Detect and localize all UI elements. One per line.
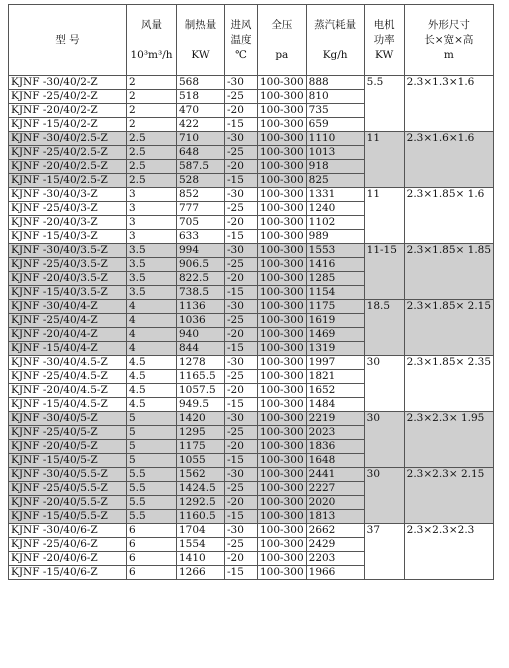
- table-row: [9, 76, 494, 90]
- steam-cell: 1652: [306, 384, 364, 398]
- temp-cell: -15: [225, 174, 258, 188]
- steam-cell: 2429: [306, 538, 364, 552]
- temp-cell: -20: [225, 384, 258, 398]
- steam-cell: 1648: [306, 454, 364, 468]
- pressure-cell: 100-300: [258, 160, 307, 174]
- steam-cell: 2227: [306, 482, 364, 496]
- airflow-cell: 2: [127, 104, 177, 118]
- steam-cell: 888: [306, 76, 364, 90]
- steam-cell: 2662: [306, 524, 364, 538]
- dims-cell: 2.3×1.85× 1.6: [404, 188, 493, 244]
- airflow-cell: 6: [127, 566, 177, 580]
- airflow-cell: 2.5: [127, 160, 177, 174]
- airflow-cell: 4.5: [127, 356, 177, 370]
- heat-cell: 1554: [177, 538, 225, 552]
- airflow-cell: 4: [127, 328, 177, 342]
- model-cell: KJNF -20/40/5.5-Z: [9, 496, 127, 510]
- heat-cell: 705: [177, 216, 225, 230]
- model-cell: KJNF -20/40/3.5-Z: [9, 272, 127, 286]
- model-cell: KJNF -30/40/6-Z: [9, 524, 127, 538]
- heat-cell: 1562: [177, 468, 225, 482]
- heat-cell: 1266: [177, 566, 225, 580]
- model-cell: KJNF -30/40/3-Z: [9, 188, 127, 202]
- dims-cell: 2.3×2.3× 2.15: [404, 468, 493, 524]
- temp-cell: -25: [225, 90, 258, 104]
- airflow-cell: 3: [127, 202, 177, 216]
- temp-cell: -20: [225, 328, 258, 342]
- steam-cell: 2020: [306, 496, 364, 510]
- airflow-cell: 5.5: [127, 468, 177, 482]
- steam-cell: 1821: [306, 370, 364, 384]
- airflow-cell: 4: [127, 342, 177, 356]
- heat-cell: 1136: [177, 300, 225, 314]
- temp-cell: -25: [225, 370, 258, 384]
- table-row: [9, 468, 494, 482]
- heat-cell: 518: [177, 90, 225, 104]
- model-cell: KJNF -15/40/2.5-Z: [9, 174, 127, 188]
- model-cell: KJNF -25/40/4-Z: [9, 314, 127, 328]
- heat-cell: 1420: [177, 412, 225, 426]
- steam-cell: 2441: [306, 468, 364, 482]
- pressure-cell: 100-300: [258, 104, 307, 118]
- pressure-cell: 100-300: [258, 272, 307, 286]
- model-cell: KJNF -30/40/4.5-Z: [9, 356, 127, 370]
- model-cell: KJNF -30/40/4-Z: [9, 300, 127, 314]
- airflow-cell: 5.5: [127, 510, 177, 524]
- model-cell: KJNF -30/40/5-Z: [9, 412, 127, 426]
- steam-cell: 1319: [306, 342, 364, 356]
- power-cell: 11: [364, 132, 404, 188]
- temp-cell: -15: [225, 510, 258, 524]
- pressure-cell: 100-300: [258, 258, 307, 272]
- heat-cell: 994: [177, 244, 225, 258]
- pressure-cell: 100-300: [258, 510, 307, 524]
- steam-cell: 1175: [306, 300, 364, 314]
- model-cell: KJNF -20/40/6-Z: [9, 552, 127, 566]
- airflow-cell: 5.5: [127, 482, 177, 496]
- model-cell: KJNF -15/40/5.5-Z: [9, 510, 127, 524]
- pressure-cell: 100-300: [258, 538, 307, 552]
- temp-cell: -30: [225, 76, 258, 90]
- table-row: [9, 300, 494, 314]
- temp-cell: -25: [225, 314, 258, 328]
- airflow-cell: 3.5: [127, 244, 177, 258]
- pressure-cell: 100-300: [258, 398, 307, 412]
- heat-cell: 587.5: [177, 160, 225, 174]
- heat-cell: 633: [177, 230, 225, 244]
- heat-cell: 777: [177, 202, 225, 216]
- model-cell: KJNF -25/40/3-Z: [9, 202, 127, 216]
- dims-cell: 2.3×2.3×2.3: [404, 524, 493, 580]
- temp-cell: -15: [225, 286, 258, 300]
- steam-cell: 1619: [306, 314, 364, 328]
- pressure-cell: 100-300: [258, 552, 307, 566]
- steam-cell: 1240: [306, 202, 364, 216]
- airflow-cell: 6: [127, 552, 177, 566]
- pressure-cell: 100-300: [258, 496, 307, 510]
- pressure-cell: 100-300: [258, 370, 307, 384]
- table-body: [9, 76, 494, 580]
- temp-cell: -25: [225, 426, 258, 440]
- airflow-cell: 4.5: [127, 370, 177, 384]
- pressure-cell: 100-300: [258, 244, 307, 258]
- steam-cell: 1110: [306, 132, 364, 146]
- pressure-cell: 100-300: [258, 286, 307, 300]
- temp-cell: -30: [225, 244, 258, 258]
- heat-cell: 906.5: [177, 258, 225, 272]
- pressure-cell: 100-300: [258, 454, 307, 468]
- heat-cell: 949.5: [177, 398, 225, 412]
- heat-cell: 1295: [177, 426, 225, 440]
- model-cell: KJNF -25/40/2-Z: [9, 90, 127, 104]
- header-steam: 蒸汽耗量 Kg/h: [306, 5, 364, 76]
- airflow-cell: 4: [127, 314, 177, 328]
- pressure-cell: 100-300: [258, 230, 307, 244]
- temp-cell: -30: [225, 468, 258, 482]
- temp-cell: -15: [225, 342, 258, 356]
- airflow-cell: 2: [127, 118, 177, 132]
- power-cell: 30: [364, 468, 404, 524]
- model-cell: KJNF -15/40/3.5-Z: [9, 286, 127, 300]
- steam-cell: 989: [306, 230, 364, 244]
- steam-cell: 1102: [306, 216, 364, 230]
- temp-cell: -15: [225, 230, 258, 244]
- pressure-cell: 100-300: [258, 216, 307, 230]
- temp-cell: -20: [225, 552, 258, 566]
- model-cell: KJNF -25/40/5.5-Z: [9, 482, 127, 496]
- temp-cell: -25: [225, 482, 258, 496]
- steam-cell: 825: [306, 174, 364, 188]
- temp-cell: -30: [225, 188, 258, 202]
- heat-cell: 1055: [177, 454, 225, 468]
- heat-cell: 470: [177, 104, 225, 118]
- heat-cell: 1036: [177, 314, 225, 328]
- airflow-cell: 3: [127, 230, 177, 244]
- heat-cell: 422: [177, 118, 225, 132]
- model-cell: KJNF -30/40/2.5-Z: [9, 132, 127, 146]
- steam-cell: 1484: [306, 398, 364, 412]
- heat-cell: 568: [177, 76, 225, 90]
- steam-cell: 2023: [306, 426, 364, 440]
- model-cell: KJNF -20/40/4.5-Z: [9, 384, 127, 398]
- temp-cell: -20: [225, 160, 258, 174]
- temp-cell: -20: [225, 104, 258, 118]
- heat-cell: 738.5: [177, 286, 225, 300]
- temp-cell: -25: [225, 258, 258, 272]
- steam-cell: 2219: [306, 412, 364, 426]
- header-pressure: 全压 pa: [258, 5, 307, 76]
- spec-table: [8, 4, 494, 580]
- steam-cell: 1331: [306, 188, 364, 202]
- model-cell: KJNF -15/40/3-Z: [9, 230, 127, 244]
- airflow-cell: 2.5: [127, 146, 177, 160]
- pressure-cell: 100-300: [258, 118, 307, 132]
- pressure-cell: 100-300: [258, 566, 307, 580]
- model-cell: KJNF -15/40/2-Z: [9, 118, 127, 132]
- model-cell: KJNF -25/40/2.5-Z: [9, 146, 127, 160]
- pressure-cell: 100-300: [258, 356, 307, 370]
- steam-cell: 1285: [306, 272, 364, 286]
- airflow-cell: 3.5: [127, 286, 177, 300]
- steam-cell: 810: [306, 90, 364, 104]
- pressure-cell: 100-300: [258, 188, 307, 202]
- temp-cell: -15: [225, 398, 258, 412]
- steam-cell: 2203: [306, 552, 364, 566]
- heat-cell: 844: [177, 342, 225, 356]
- heat-cell: 852: [177, 188, 225, 202]
- temp-cell: -30: [225, 356, 258, 370]
- temp-cell: -15: [225, 454, 258, 468]
- pressure-cell: 100-300: [258, 426, 307, 440]
- airflow-cell: 4: [127, 300, 177, 314]
- pressure-cell: 100-300: [258, 314, 307, 328]
- temp-cell: -30: [225, 524, 258, 538]
- table-row: [9, 412, 494, 426]
- heat-cell: 940: [177, 328, 225, 342]
- airflow-cell: 5: [127, 454, 177, 468]
- airflow-cell: 6: [127, 524, 177, 538]
- temp-cell: -20: [225, 496, 258, 510]
- model-cell: KJNF -25/40/5-Z: [9, 426, 127, 440]
- steam-cell: 735: [306, 104, 364, 118]
- power-cell: 11-15: [364, 244, 404, 300]
- temp-cell: -30: [225, 132, 258, 146]
- pressure-cell: 100-300: [258, 76, 307, 90]
- airflow-cell: 3: [127, 188, 177, 202]
- model-cell: KJNF -20/40/3-Z: [9, 216, 127, 230]
- model-cell: KJNF -15/40/5-Z: [9, 454, 127, 468]
- airflow-cell: 5: [127, 440, 177, 454]
- airflow-cell: 5.5: [127, 496, 177, 510]
- pressure-cell: 100-300: [258, 90, 307, 104]
- power-cell: 5.5: [364, 76, 404, 132]
- temp-cell: -25: [225, 146, 258, 160]
- airflow-cell: 4.5: [127, 384, 177, 398]
- table-row: [9, 244, 494, 258]
- model-cell: KJNF -20/40/5-Z: [9, 440, 127, 454]
- header-airflow: 风量 10³m³/h: [127, 5, 177, 76]
- temp-cell: -20: [225, 440, 258, 454]
- heat-cell: 1057.5: [177, 384, 225, 398]
- power-cell: 30: [364, 356, 404, 412]
- pressure-cell: 100-300: [258, 342, 307, 356]
- heat-cell: 710: [177, 132, 225, 146]
- table-row: [9, 132, 494, 146]
- model-cell: KJNF -25/40/3.5-Z: [9, 258, 127, 272]
- steam-cell: 1997: [306, 356, 364, 370]
- pressure-cell: 100-300: [258, 524, 307, 538]
- model-cell: KJNF -15/40/6-Z: [9, 566, 127, 580]
- model-cell: KJNF -30/40/5.5-Z: [9, 468, 127, 482]
- airflow-cell: 5: [127, 426, 177, 440]
- header-power: 电机 功率 KW: [364, 5, 404, 76]
- pressure-cell: 100-300: [258, 328, 307, 342]
- steam-cell: 918: [306, 160, 364, 174]
- power-cell: 37: [364, 524, 404, 580]
- steam-cell: 1553: [306, 244, 364, 258]
- airflow-cell: 3: [127, 216, 177, 230]
- pressure-cell: 100-300: [258, 482, 307, 496]
- dims-cell: 2.3×1.85× 1.85: [404, 244, 493, 300]
- pressure-cell: 100-300: [258, 468, 307, 482]
- steam-cell: 659: [306, 118, 364, 132]
- heat-cell: 1175: [177, 440, 225, 454]
- airflow-cell: 2: [127, 90, 177, 104]
- heat-cell: 1424.5: [177, 482, 225, 496]
- steam-cell: 1813: [306, 510, 364, 524]
- table-row: [9, 188, 494, 202]
- pressure-cell: 100-300: [258, 132, 307, 146]
- heat-cell: 1160.5: [177, 510, 225, 524]
- heat-cell: 528: [177, 174, 225, 188]
- model-cell: KJNF -15/40/4.5-Z: [9, 398, 127, 412]
- temp-cell: -30: [225, 412, 258, 426]
- power-cell: 11: [364, 188, 404, 244]
- pressure-cell: 100-300: [258, 146, 307, 160]
- steam-cell: 1836: [306, 440, 364, 454]
- pressure-cell: 100-300: [258, 440, 307, 454]
- pressure-cell: 100-300: [258, 384, 307, 398]
- pressure-cell: 100-300: [258, 300, 307, 314]
- temp-cell: -20: [225, 272, 258, 286]
- heat-cell: 648: [177, 146, 225, 160]
- table-row: [9, 524, 494, 538]
- model-cell: KJNF -25/40/4.5-Z: [9, 370, 127, 384]
- airflow-cell: 5: [127, 412, 177, 426]
- airflow-cell: 2.5: [127, 174, 177, 188]
- airflow-cell: 3.5: [127, 258, 177, 272]
- steam-cell: 1469: [306, 328, 364, 342]
- header-model: 型 号: [9, 5, 127, 76]
- pressure-cell: 100-300: [258, 174, 307, 188]
- header-inlet-temp: 进风 温度 ℃: [225, 5, 258, 76]
- dims-cell: 2.3×1.6×1.6: [404, 132, 493, 188]
- model-cell: KJNF -20/40/4-Z: [9, 328, 127, 342]
- table-header-row: [9, 5, 494, 76]
- steam-cell: 1416: [306, 258, 364, 272]
- dims-cell: 2.3×2.3× 1.95: [404, 412, 493, 468]
- model-cell: KJNF -20/40/2.5-Z: [9, 160, 127, 174]
- temp-cell: -25: [225, 202, 258, 216]
- heat-cell: 1165.5: [177, 370, 225, 384]
- table-row: [9, 356, 494, 370]
- temp-cell: -15: [225, 566, 258, 580]
- steam-cell: 1154: [306, 286, 364, 300]
- airflow-cell: 4.5: [127, 398, 177, 412]
- temp-cell: -25: [225, 538, 258, 552]
- airflow-cell: 2: [127, 76, 177, 90]
- heat-cell: 1704: [177, 524, 225, 538]
- steam-cell: 1966: [306, 566, 364, 580]
- power-cell: 18.5: [364, 300, 404, 356]
- dims-cell: 2.3×1.85× 2.35: [404, 356, 493, 412]
- dims-cell: 2.3×1.85× 2.15: [404, 300, 493, 356]
- pressure-cell: 100-300: [258, 412, 307, 426]
- temp-cell: -20: [225, 216, 258, 230]
- temp-cell: -30: [225, 300, 258, 314]
- airflow-cell: 2.5: [127, 132, 177, 146]
- heat-cell: 1410: [177, 552, 225, 566]
- heat-cell: 822.5: [177, 272, 225, 286]
- temp-cell: -15: [225, 118, 258, 132]
- dims-cell: 2.3×1.3×1.6: [404, 76, 493, 132]
- airflow-cell: 6: [127, 538, 177, 552]
- model-cell: KJNF -30/40/3.5-Z: [9, 244, 127, 258]
- pressure-cell: 100-300: [258, 202, 307, 216]
- airflow-cell: 3.5: [127, 272, 177, 286]
- power-cell: 30: [364, 412, 404, 468]
- header-dims: 外形尺寸 长×宽×高 m: [404, 5, 493, 76]
- model-cell: KJNF -30/40/2-Z: [9, 76, 127, 90]
- model-cell: KJNF -15/40/4-Z: [9, 342, 127, 356]
- header-heat: 制热量 KW: [177, 5, 225, 76]
- model-cell: KJNF -20/40/2-Z: [9, 104, 127, 118]
- steam-cell: 1013: [306, 146, 364, 160]
- heat-cell: 1278: [177, 356, 225, 370]
- heat-cell: 1292.5: [177, 496, 225, 510]
- model-cell: KJNF -25/40/6-Z: [9, 538, 127, 552]
